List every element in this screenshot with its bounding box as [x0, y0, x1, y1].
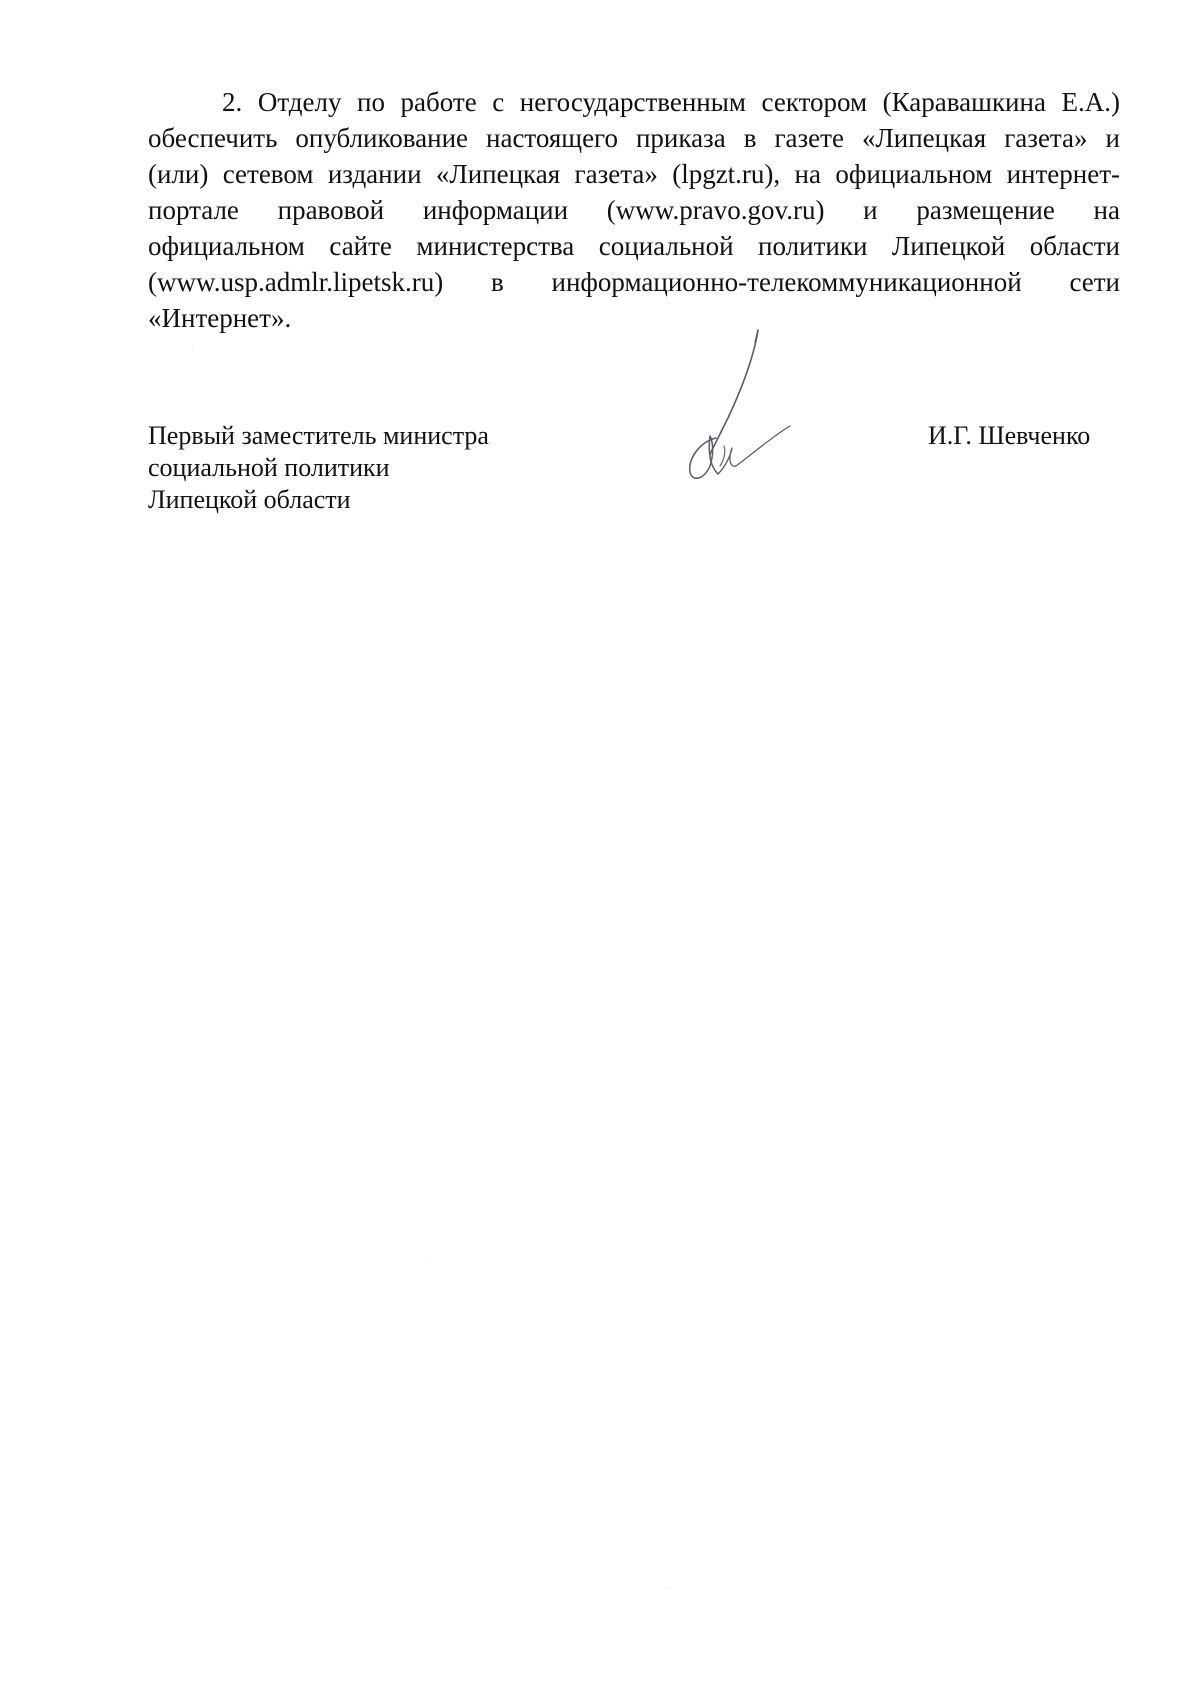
- scan-speck: [192, 348, 193, 349]
- paragraph-line: официальном сайте министерства социальной политики Липецкой области: [148, 231, 1120, 261]
- handwritten-signature: [680, 326, 800, 496]
- scan-speck: [665, 1588, 666, 1589]
- paragraph-line: «Интернет».: [148, 303, 292, 333]
- paragraph-line: обеспечить опубликование настоящего приказа в газете «Липецкая газета» и: [148, 123, 1120, 153]
- paragraph-line: (www.usp.admlr.lipetsk.ru) в информационно-телекоммуникационной сети: [148, 267, 1120, 297]
- signatory-title-line: Липецкой области: [148, 485, 351, 514]
- scan-speck: [430, 1262, 431, 1263]
- publication-paragraph: [148, 84, 1120, 336]
- paragraph-line: портале правовой информации (www.pravo.gov.ru) и размещение на: [148, 195, 1120, 225]
- paragraph-line: (или) сетевом издании «Липецкая газета» (lpgzt.ru), на официальном интернет-: [148, 159, 1120, 189]
- paragraph-line: 2. Отделу по работе с негосударственным сектором (Каравашкина Е.А.): [222, 87, 1120, 117]
- signatory-title-line: Первый заместитель министра: [148, 421, 489, 450]
- signatory-name: И.Г. Шевченко: [928, 421, 1091, 450]
- signatory-title: [148, 420, 489, 516]
- signatory-title-line: социальной политики: [148, 453, 390, 482]
